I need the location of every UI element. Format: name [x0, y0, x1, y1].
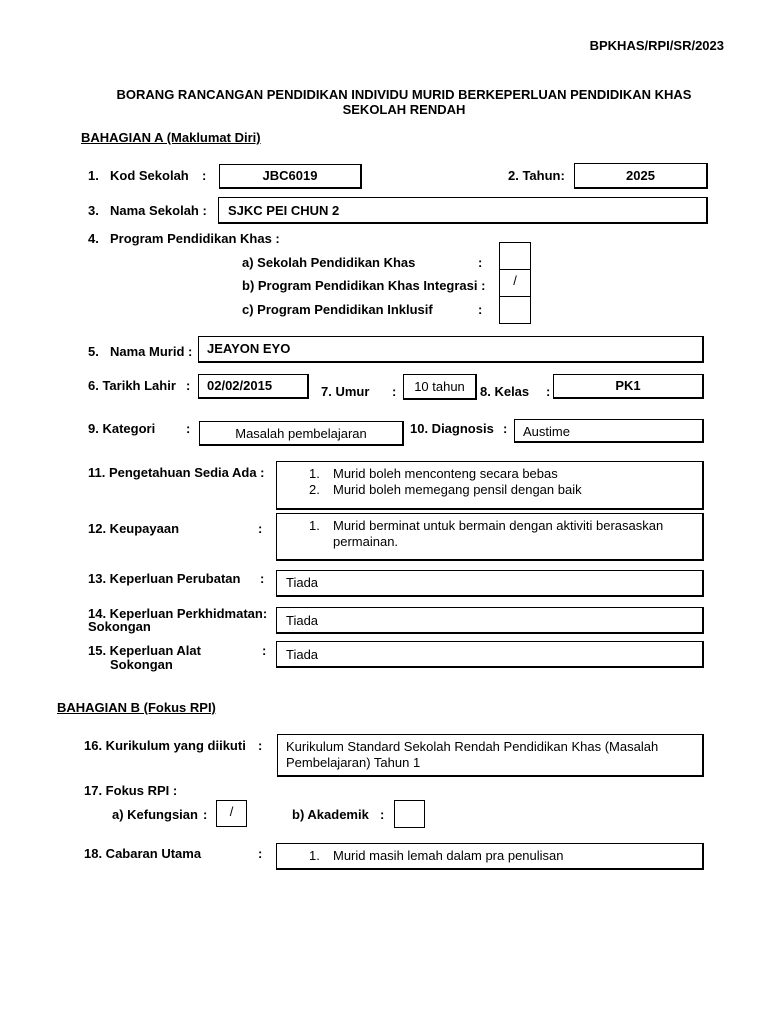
keperluan-perkhidmatan-label: 14. Keperluan Perkhidmatan: [88, 606, 268, 621]
keupayaan-label: 12. Keupayaan [88, 521, 180, 536]
keperluan-alat-value: Tiada [286, 647, 319, 662]
list-item: 1. Murid berminat untuk bermain dengan aktiviti berasaskan [309, 518, 664, 533]
keperluan-perubatan-value: Tiada [286, 575, 319, 590]
tahun-field[interactable] [574, 163, 708, 189]
diagnosis-value: Austime [523, 424, 570, 439]
pengetahuan-sedia-ada-field[interactable] [276, 461, 704, 510]
list-item-text: Murid boleh memegang pensil dengan baik [333, 482, 582, 497]
kod-sekolah-label: Kod Sekolah [110, 168, 189, 183]
list-item-text: Murid boleh menconteng secara bebas [333, 466, 558, 481]
pengetahuan-sedia-ada-label: 11. Pengetahuan Sedia Ada : [88, 465, 265, 480]
umur-field[interactable] [403, 374, 477, 400]
list-item-continuation [309, 534, 663, 550]
form-title-line-2: SEKOLAH RENDAH [342, 102, 466, 117]
kategori-label: 9. Kategori [88, 421, 156, 436]
kurikulum-field[interactable] [277, 734, 704, 777]
list-item-text: permainan. [333, 534, 399, 549]
list-item-text: Murid masih lemah dalam pra penulisan [333, 848, 564, 863]
kategori-value: Masalah pembelajaran [235, 426, 367, 441]
option-c-colon: : [478, 302, 483, 317]
field-3-number: 3. [88, 203, 99, 218]
kod-sekolah-field[interactable] [219, 164, 362, 189]
keupayaan-field[interactable] [276, 513, 704, 561]
program-pendidikan-khas-label: Program Pendidikan Khas : [110, 231, 280, 246]
kurikulum-label: 16. Kurikulum yang diikuti [84, 738, 246, 753]
kod-sekolah-value: JBC6019 [262, 168, 318, 183]
kelas-label: 8. Kelas [480, 384, 530, 399]
form-title-line-1: BORANG RANCANGAN PENDIDIKAN INDIVIDU MURID BERKEPERLUAN PENDIDIKAN KHAS [116, 87, 692, 102]
kod-sekolah-colon: : [202, 168, 207, 183]
tarikh-lahir-label: 6. Tarikh Lahir [88, 378, 176, 393]
nama-sekolah-value: SJKC PEI CHUN 2 [228, 203, 340, 218]
kategori-colon: : [186, 421, 191, 436]
diagnosis-label: 10. Diagnosis [410, 421, 494, 436]
option-c-label: c) Program Pendidikan Inklusif [242, 302, 433, 317]
tahun-label: 2. Tahun: [508, 168, 565, 183]
list-item-text: Murid berminat untuk bermain dengan aktiviti berasaskan [333, 518, 664, 533]
kefungsian-mark: / [229, 804, 234, 819]
option-a-checkbox[interactable] [499, 242, 531, 270]
nama-sekolah-label: Nama Sekolah : [110, 203, 207, 218]
field-5-number: 5. [88, 344, 99, 359]
list-item: 1. Murid masih lemah dalam pra penulisan [309, 848, 564, 863]
keperluan-perubatan-label: 13. Keperluan Perubatan [88, 571, 241, 586]
cabaran-utama-field[interactable] [276, 843, 704, 870]
kefungsian-label: a) Kefungsian [112, 807, 198, 822]
section-a-heading: BAHAGIAN A (Maklumat Diri) [81, 130, 261, 145]
nama-sekolah-field[interactable] [218, 197, 708, 224]
nama-murid-label: Nama Murid : [110, 344, 193, 359]
keperluan-alat-colon: : [262, 643, 267, 658]
tahun-value: 2025 [626, 168, 655, 183]
keperluan-perubatan-colon: : [260, 571, 265, 586]
umur-label: 7. Umur [321, 384, 370, 399]
diagnosis-colon: : [503, 421, 508, 436]
keperluan-perkhidmatan-value: Tiada [286, 613, 319, 628]
option-b-checkbox[interactable] [499, 269, 531, 297]
umur-colon: : [392, 384, 397, 399]
kurikulum-colon: : [258, 738, 263, 753]
keperluan-alat-label: 15. Keperluan Alat [88, 643, 201, 658]
keperluan-perubatan-field[interactable] [276, 570, 704, 597]
cabaran-utama-label: 18. Cabaran Utama [84, 846, 202, 861]
tarikh-lahir-colon: : [186, 378, 191, 393]
diagnosis-field[interactable] [514, 419, 704, 443]
umur-value: 10 tahun [414, 379, 465, 394]
field-1-number: 1. [88, 168, 99, 183]
kelas-value: PK1 [615, 378, 641, 393]
tarikh-lahir-field[interactable] [198, 374, 309, 399]
kurikulum-value-line-1: Kurikulum Standard Sekolah Rendah Pendidikan Khas (Masalah [286, 739, 659, 754]
keupayaan-list [309, 518, 663, 550]
document-code: BPKHAS/RPI/SR/2023 [589, 38, 724, 53]
nama-murid-field[interactable] [198, 336, 704, 363]
nama-murid-value: JEAYON EYO [207, 341, 291, 356]
keperluan-alat-label-2: Sokongan [110, 657, 173, 672]
fokus-rpi-label: 17. Fokus RPI : [84, 783, 178, 798]
list-item: 1. Murid boleh menconteng secara bebas [309, 466, 558, 481]
keperluan-perkhidmatan-field[interactable] [276, 607, 704, 634]
kurikulum-value-line-2: Pembelajaran) Tahun 1 [286, 755, 421, 770]
cabaran-utama-colon: : [258, 846, 263, 861]
list-item: 2. Murid boleh memegang pensil dengan baik [309, 482, 582, 497]
akademik-checkbox[interactable] [394, 800, 425, 828]
kefungsian-checkbox[interactable] [216, 800, 247, 827]
akademik-colon: : [380, 807, 385, 822]
option-c-checkbox[interactable] [499, 296, 531, 324]
option-b-label: b) Program Pendidikan Khas Integrasi : [242, 278, 486, 293]
pengetahuan-list [309, 466, 582, 498]
keperluan-perkhidmatan-label-2: Sokongan [88, 619, 151, 634]
akademik-label: b) Akademik [292, 807, 369, 822]
keupayaan-colon: : [258, 521, 263, 536]
kelas-colon: : [546, 384, 551, 399]
tarikh-lahir-value: 02/02/2015 [207, 378, 273, 393]
field-4-number: 4. [88, 231, 99, 246]
cabaran-list [309, 848, 564, 864]
option-a-colon: : [478, 255, 483, 270]
keperluan-alat-field[interactable] [276, 641, 704, 668]
option-a-label: a) Sekolah Pendidikan Khas [242, 255, 416, 270]
section-b-heading: BAHAGIAN B (Fokus RPI) [57, 700, 216, 715]
kelas-field[interactable] [553, 374, 704, 399]
kategori-field[interactable] [199, 421, 404, 446]
kefungsian-colon: : [203, 807, 208, 822]
option-b-mark: / [513, 273, 517, 288]
